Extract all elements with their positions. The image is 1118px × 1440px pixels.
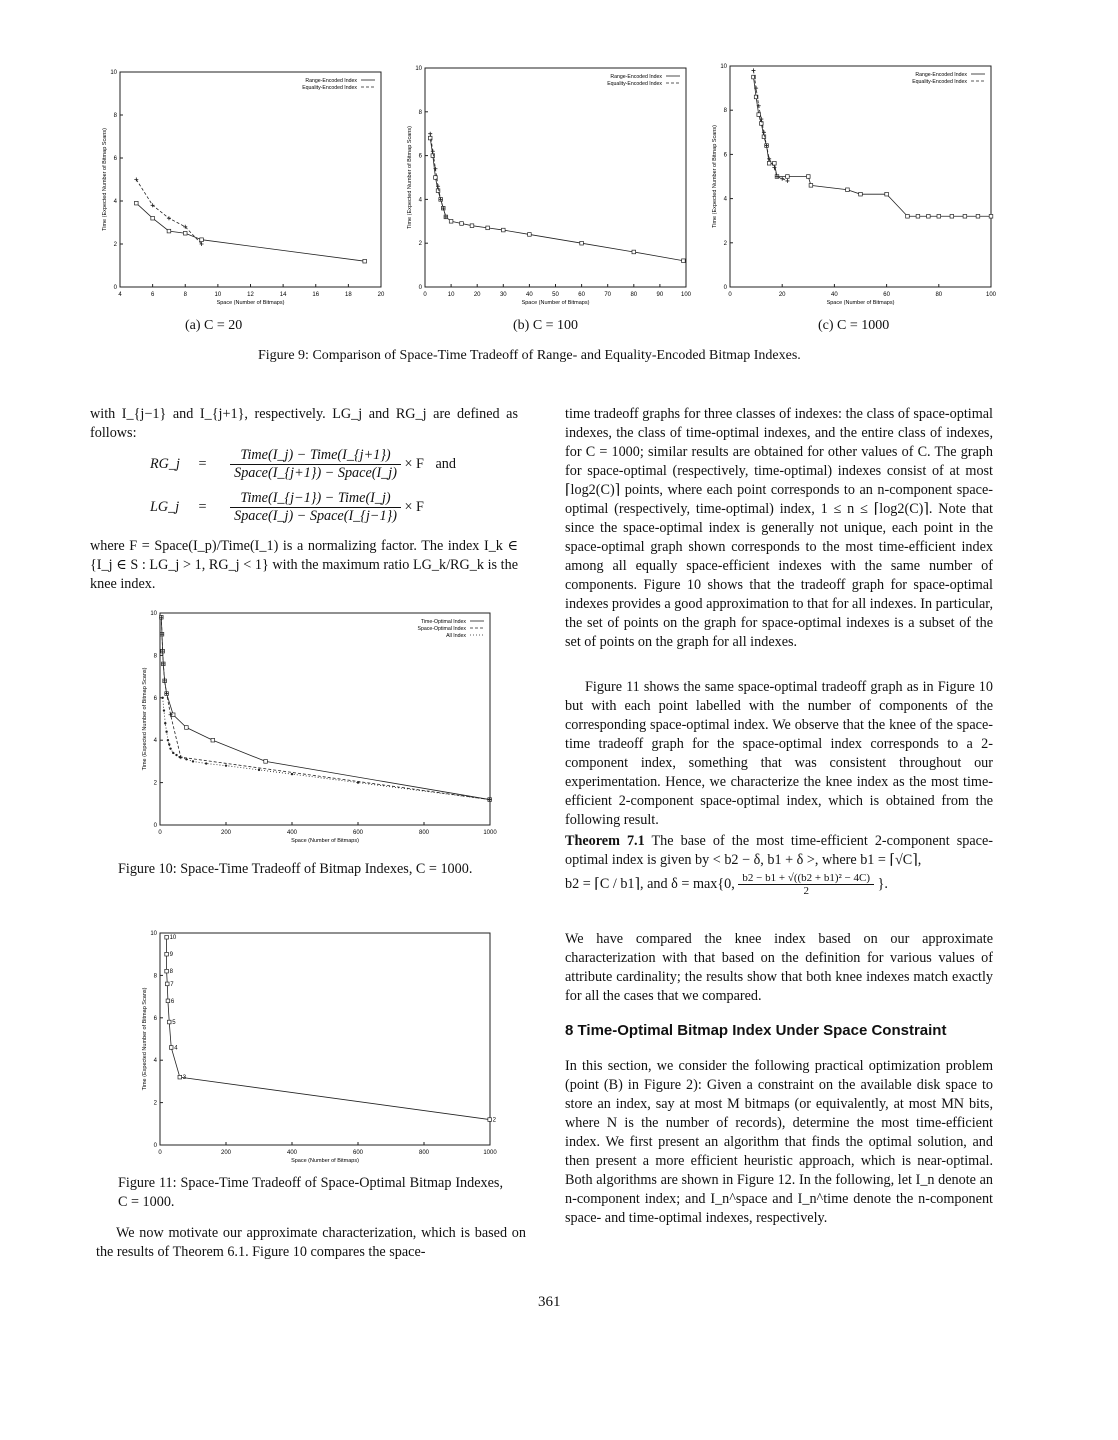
data-point bbox=[183, 231, 187, 235]
plot-frame bbox=[120, 72, 381, 287]
x-tick-label: 90 bbox=[656, 292, 664, 298]
data-point bbox=[168, 743, 170, 745]
data-point bbox=[916, 214, 920, 218]
legend-entry: All Index bbox=[446, 633, 466, 639]
y-tick-label: 8 bbox=[723, 108, 727, 115]
data-point bbox=[773, 161, 777, 165]
x-axis-label: Space (Number of Bitmaps) bbox=[291, 838, 359, 844]
x-tick-label: 60 bbox=[883, 292, 890, 298]
data-point bbox=[780, 177, 784, 181]
left-where: where F = Space(I_p)/Time(I_1) is a normalizing factor. The index I_k ∈ {I_j ∈ S : LG_j > 1, RG_j < 1} with the maximum ratio LG_k/RG_k is the knee index. bbox=[90, 538, 518, 592]
series-line bbox=[163, 698, 490, 800]
data-point bbox=[927, 214, 931, 218]
data-point bbox=[151, 216, 155, 220]
chart-fig9c bbox=[695, 60, 1005, 315]
data-point bbox=[502, 228, 506, 232]
data-point bbox=[165, 952, 169, 956]
plot-frame bbox=[730, 66, 991, 287]
y-tick-label: 4 bbox=[113, 199, 117, 205]
data-point bbox=[175, 754, 177, 756]
lg-label: LG_j bbox=[150, 498, 180, 515]
subcaption-c: (c) C = 1000 bbox=[818, 318, 890, 333]
x-tick-label: 400 bbox=[286, 1150, 298, 1156]
data-point bbox=[846, 188, 850, 192]
data-point bbox=[169, 1046, 173, 1050]
theorem-7-1 bbox=[565, 832, 993, 870]
y-tick-label: 6 bbox=[113, 156, 117, 162]
x-tick-label: 400 bbox=[286, 830, 298, 836]
y-tick-label: 8 bbox=[153, 973, 157, 980]
subcaption-a: (a) C = 20 bbox=[185, 318, 243, 333]
x-tick-label: 200 bbox=[220, 830, 232, 836]
y-tick-label: 0 bbox=[113, 285, 117, 291]
figure9-caption: Figure 9: Comparison of Space-Time Tradeoff of Range- and Equality-Encoded Bitmap Indexes. bbox=[258, 348, 801, 363]
y-tick-label: 6 bbox=[418, 153, 422, 160]
y-tick-label: 2 bbox=[153, 1100, 157, 1107]
theorem-end: }. bbox=[877, 875, 888, 892]
data-point bbox=[192, 760, 194, 762]
lg-equals: = bbox=[198, 498, 207, 515]
legend-entry: Range-Encoded Index bbox=[305, 78, 357, 84]
left-motivate: We now motivate our approximate characterization, which is based on the results of Theorem 6.1. Figure 10 compares the space- bbox=[96, 1225, 526, 1260]
y-axis-label: Time (Expected Number of Bitmap Scans) bbox=[712, 125, 718, 228]
data-point bbox=[179, 756, 181, 758]
data-point bbox=[225, 764, 227, 766]
y-tick-label: 0 bbox=[153, 823, 157, 829]
legend-entry: Range-Encoded Index bbox=[915, 72, 967, 78]
x-tick-label: 16 bbox=[312, 292, 320, 298]
series-line bbox=[161, 617, 489, 799]
data-point bbox=[166, 999, 170, 1003]
legend-entry: Range-Encoded Index bbox=[610, 74, 662, 80]
data-point bbox=[950, 214, 954, 218]
point-label: 4 bbox=[174, 1045, 178, 1052]
data-point bbox=[632, 250, 636, 254]
x-tick-label: 70 bbox=[604, 292, 612, 298]
figure10-caption: Figure 10: Space-Time Tradeoff of Bitmap Indexes, C = 1000. bbox=[118, 861, 473, 877]
subcaption-b: (b) C = 100 bbox=[513, 318, 579, 333]
figure11-caption: Figure 11: Space-Time Tradeoff of Space-Optimal Bitmap Indexes, C = 1000. bbox=[118, 1175, 503, 1210]
point-label: 6 bbox=[170, 998, 175, 1005]
lg-suffix: × F bbox=[404, 498, 424, 515]
y-axis-label: Time (Expected Number of Bitmap Scans) bbox=[102, 128, 108, 231]
data-point bbox=[165, 935, 169, 939]
data-point bbox=[163, 709, 165, 711]
data-point bbox=[165, 982, 169, 986]
data-point bbox=[134, 178, 138, 182]
point-label: 3 bbox=[182, 1075, 187, 1082]
point-label: 8 bbox=[169, 969, 173, 976]
data-point bbox=[428, 136, 432, 140]
section-8-text: In this section, we consider the following practical optimization problem (point (B) in Figure 2): Given a constraint on the available disk space to store an index, say at most M bitmaps (or equivalently, at most MN bits, where N is the number of records), determine the most time-efficient index. We first present an algorithm that finds the optimal solution, and then present a more efficient heuristic approach, which is near-optimal. Both algorithms are shown in Figure 12. In the following, let I_n denote an n-component index; and I_n^space and I_n^time denote the n-component space- and time-optimal indexes, respectively. bbox=[565, 1058, 993, 1226]
x-tick-label: 30 bbox=[499, 292, 507, 298]
legend-entry: Space-Optimal Index bbox=[417, 626, 466, 632]
x-tick-label: 80 bbox=[630, 292, 638, 298]
series-line bbox=[753, 77, 991, 216]
right-compare: We have compared the knee index based on our approximate characterization with that based on the definition for various values of attribute cardinality; the results show that both knee indexes match exactly for all the cases that we compared. bbox=[565, 931, 993, 1004]
point-label: 2 bbox=[492, 1117, 497, 1124]
y-tick-label: 4 bbox=[418, 197, 422, 204]
y-tick-label: 10 bbox=[110, 70, 117, 76]
x-tick-label: 0 bbox=[158, 830, 162, 836]
data-point bbox=[161, 697, 163, 699]
data-point bbox=[264, 760, 268, 764]
and-word: and bbox=[435, 455, 456, 472]
legend-entry: Equality-Encoded Index bbox=[912, 79, 967, 85]
x-axis-label: Space (Number of Bitmaps) bbox=[216, 300, 285, 306]
right-para2: Figure 11 shows the same space-optimal tradeoff graph as in Figure 10 but with each point labelled with the number of components of the corresponding space-optimal index. We observe that the knee of the space-time tradeoff graph for the space-optimal index corresponds to a 2-component index, something that was consistent throughout our experimentation. Hence, we characterize the knee index as the most time-efficient 2-component space-optimal index, which is obtained from the following result. bbox=[565, 679, 993, 828]
y-tick-label: 8 bbox=[418, 109, 422, 116]
delta-denominator: 2 bbox=[803, 885, 809, 897]
data-point bbox=[167, 216, 171, 220]
data-point bbox=[486, 226, 490, 230]
data-point bbox=[809, 184, 813, 188]
data-point bbox=[357, 781, 359, 783]
left-intro: with I_{j−1} and I_{j+1}, respectively. LG_j and RG_j are defined as follows: bbox=[90, 406, 518, 441]
data-point bbox=[989, 214, 993, 218]
chart-fig9b bbox=[390, 60, 700, 315]
y-tick-label: 2 bbox=[153, 780, 157, 787]
x-tick-label: 1000 bbox=[483, 1150, 497, 1156]
x-tick-label: 0 bbox=[728, 292, 732, 298]
y-axis-label: Time (Expected Number of Bitmap Scans) bbox=[407, 126, 413, 229]
data-point bbox=[200, 238, 204, 242]
y-tick-label: 8 bbox=[153, 653, 157, 660]
data-point bbox=[885, 192, 889, 196]
data-point bbox=[185, 758, 187, 760]
x-tick-label: 40 bbox=[526, 292, 533, 298]
x-tick-label: 80 bbox=[935, 292, 943, 298]
page-number: 361 bbox=[538, 1294, 561, 1310]
data-point bbox=[164, 722, 166, 724]
x-axis-label: Space (Number of Bitmaps) bbox=[521, 300, 590, 306]
rg-numerator: Time(I_j) − Time(I_{j+1}) bbox=[230, 447, 401, 465]
y-tick-label: 4 bbox=[723, 196, 727, 203]
y-tick-label: 8 bbox=[113, 113, 117, 119]
x-tick-label: 100 bbox=[985, 292, 997, 298]
x-tick-label: 1000 bbox=[483, 830, 497, 836]
y-tick-label: 2 bbox=[113, 242, 117, 248]
x-tick-label: 100 bbox=[680, 292, 692, 298]
y-tick-label: 0 bbox=[723, 285, 727, 291]
x-tick-label: 8 bbox=[183, 292, 187, 298]
y-tick-label: 2 bbox=[418, 241, 422, 248]
data-point bbox=[169, 747, 171, 749]
data-point bbox=[751, 68, 755, 72]
theorem-head: Theorem 7.1 bbox=[565, 833, 645, 849]
data-point bbox=[785, 179, 789, 183]
x-tick-label: 10 bbox=[447, 292, 455, 298]
point-label: 5 bbox=[172, 1020, 176, 1027]
data-point bbox=[767, 161, 771, 165]
data-point bbox=[580, 241, 584, 245]
point-label: 7 bbox=[170, 981, 174, 988]
data-point bbox=[963, 214, 967, 218]
data-point bbox=[291, 773, 293, 775]
y-tick-label: 2 bbox=[723, 240, 727, 247]
data-point bbox=[682, 259, 686, 263]
y-tick-label: 10 bbox=[720, 64, 727, 70]
point-label: 10 bbox=[169, 935, 177, 942]
y-axis-label: Time (Expected Number of Bitmap Scans) bbox=[142, 667, 148, 771]
data-point bbox=[363, 259, 367, 263]
series-line bbox=[430, 134, 446, 217]
x-tick-label: 600 bbox=[352, 1150, 364, 1156]
chart-fig9a bbox=[85, 60, 395, 315]
legend-entry: Time-Optimal Index bbox=[420, 619, 466, 625]
data-point bbox=[211, 738, 215, 742]
x-tick-label: 60 bbox=[578, 292, 585, 298]
y-tick-label: 6 bbox=[153, 695, 157, 702]
lg-denominator: Space(I_j) − Space(I_{j−1}) bbox=[234, 508, 397, 524]
data-point bbox=[167, 739, 169, 741]
y-axis-label: Time (Expected Number of Bitmap Scans) bbox=[142, 987, 148, 1091]
legend-entry: Equality-Encoded Index bbox=[607, 81, 662, 87]
data-point bbox=[167, 229, 171, 233]
data-point bbox=[178, 1075, 182, 1079]
data-point bbox=[786, 175, 790, 179]
rg-label: RG_j bbox=[150, 455, 180, 472]
theorem-text: The base of the most time-efficient 2-component space-optimal index is given by < b2 − δ, b1 + δ >, where b1 = ⌈√C⌉, bbox=[565, 833, 993, 868]
lg-numerator: Time(I_{j−1}) − Time(I_j) bbox=[230, 490, 401, 508]
data-point bbox=[488, 1118, 492, 1122]
series-line bbox=[167, 937, 490, 1119]
data-point bbox=[937, 214, 941, 218]
data-point bbox=[528, 233, 532, 237]
data-point bbox=[431, 149, 435, 153]
x-tick-label: 4 bbox=[118, 292, 122, 298]
y-tick-label: 10 bbox=[150, 611, 157, 617]
y-tick-label: 0 bbox=[418, 285, 422, 291]
chart-fig11 bbox=[110, 925, 510, 1165]
data-point bbox=[205, 762, 207, 764]
chart-fig10 bbox=[110, 605, 510, 845]
data-point bbox=[165, 731, 167, 733]
legend-entry: Equality-Encoded Index bbox=[302, 85, 357, 91]
equation-lg bbox=[150, 490, 510, 525]
data-point bbox=[258, 769, 260, 771]
x-tick-label: 800 bbox=[418, 830, 430, 836]
x-tick-label: 200 bbox=[220, 1150, 232, 1156]
data-point bbox=[172, 752, 174, 754]
data-point bbox=[428, 132, 432, 136]
data-point bbox=[431, 154, 435, 158]
y-tick-label: 4 bbox=[153, 738, 157, 745]
y-tick-label: 6 bbox=[153, 1015, 157, 1022]
point-label: 9 bbox=[169, 952, 173, 959]
data-point bbox=[859, 192, 863, 196]
rg-suffix: × F bbox=[404, 455, 424, 472]
x-tick-label: 10 bbox=[214, 292, 222, 298]
x-tick-label: 50 bbox=[552, 292, 559, 298]
series-line bbox=[430, 138, 683, 261]
y-tick-label: 6 bbox=[723, 152, 727, 159]
rg-equals: = bbox=[198, 455, 207, 472]
x-tick-label: 20 bbox=[377, 292, 385, 298]
section-8-heading: 8 Time-Optimal Bitmap Index Under Space Constraint bbox=[565, 1022, 947, 1039]
equation-rg bbox=[150, 447, 510, 482]
y-tick-label: 4 bbox=[153, 1058, 157, 1065]
rg-denominator: Space(I_{j+1}) − Space(I_j) bbox=[234, 465, 397, 481]
x-tick-label: 12 bbox=[247, 292, 254, 298]
data-point bbox=[167, 1020, 171, 1024]
data-point bbox=[976, 214, 980, 218]
x-tick-label: 20 bbox=[473, 292, 481, 298]
x-tick-label: 14 bbox=[279, 292, 287, 298]
x-tick-label: 0 bbox=[423, 292, 427, 298]
theorem-line2 bbox=[565, 872, 993, 897]
y-tick-label: 10 bbox=[415, 66, 422, 72]
x-tick-label: 600 bbox=[352, 830, 364, 836]
x-tick-label: 40 bbox=[831, 292, 838, 298]
data-point bbox=[488, 798, 490, 800]
data-point bbox=[185, 726, 189, 730]
data-point bbox=[449, 220, 453, 224]
x-tick-label: 800 bbox=[418, 1150, 430, 1156]
x-tick-label: 0 bbox=[158, 1150, 162, 1156]
theorem-b2: b2 = ⌈C / b1⌉, and δ = max{0, bbox=[565, 875, 735, 892]
x-axis-label: Space (Number of Bitmaps) bbox=[826, 300, 895, 306]
data-point bbox=[165, 969, 169, 973]
delta-numerator: b2 − b1 + √((b2 + b1)² − 4C) bbox=[738, 872, 874, 885]
y-tick-label: 0 bbox=[153, 1143, 157, 1149]
data-point bbox=[470, 224, 474, 228]
data-point bbox=[767, 157, 771, 161]
data-point bbox=[807, 175, 811, 179]
data-point bbox=[757, 113, 761, 117]
series-line bbox=[161, 617, 489, 799]
y-tick-label: 10 bbox=[150, 931, 157, 937]
x-axis-label: Space (Number of Bitmaps) bbox=[291, 1158, 359, 1164]
data-point bbox=[460, 222, 464, 226]
data-point bbox=[135, 201, 139, 205]
x-tick-label: 20 bbox=[778, 292, 786, 298]
x-tick-label: 18 bbox=[345, 292, 352, 298]
right-para1: time tradeoff graphs for three classes of indexes: the class of space-optimal indexes, the class of time-optimal indexes, and the entire class of indexes, for C = 1000; similar results are obtained for other values of C. The graph for space-optimal (respectively, time-optimal) indexes consist of at most ⌈log2(C)⌉ points, where each point corresponds to an n-component space-optimal (respectively, time-optimal) index, 1 ≤ n ≤ ⌈log2(C)⌉. Note that since the space-optimal index is generally not unique, each point in the space-optimal graph shown corresponds to the most time-efficient index among all equally space-efficient indexes with the same number of components. Figure 10 shows that the tradeoff graph for space-optimal indexes provides a good approximation to that for all indexes. In particular, the set of points on the graph for space-optimal indexes is a subset of the set of points on the graph for all indexes. bbox=[565, 406, 993, 650]
data-point bbox=[906, 214, 910, 218]
x-tick-label: 6 bbox=[150, 292, 155, 298]
